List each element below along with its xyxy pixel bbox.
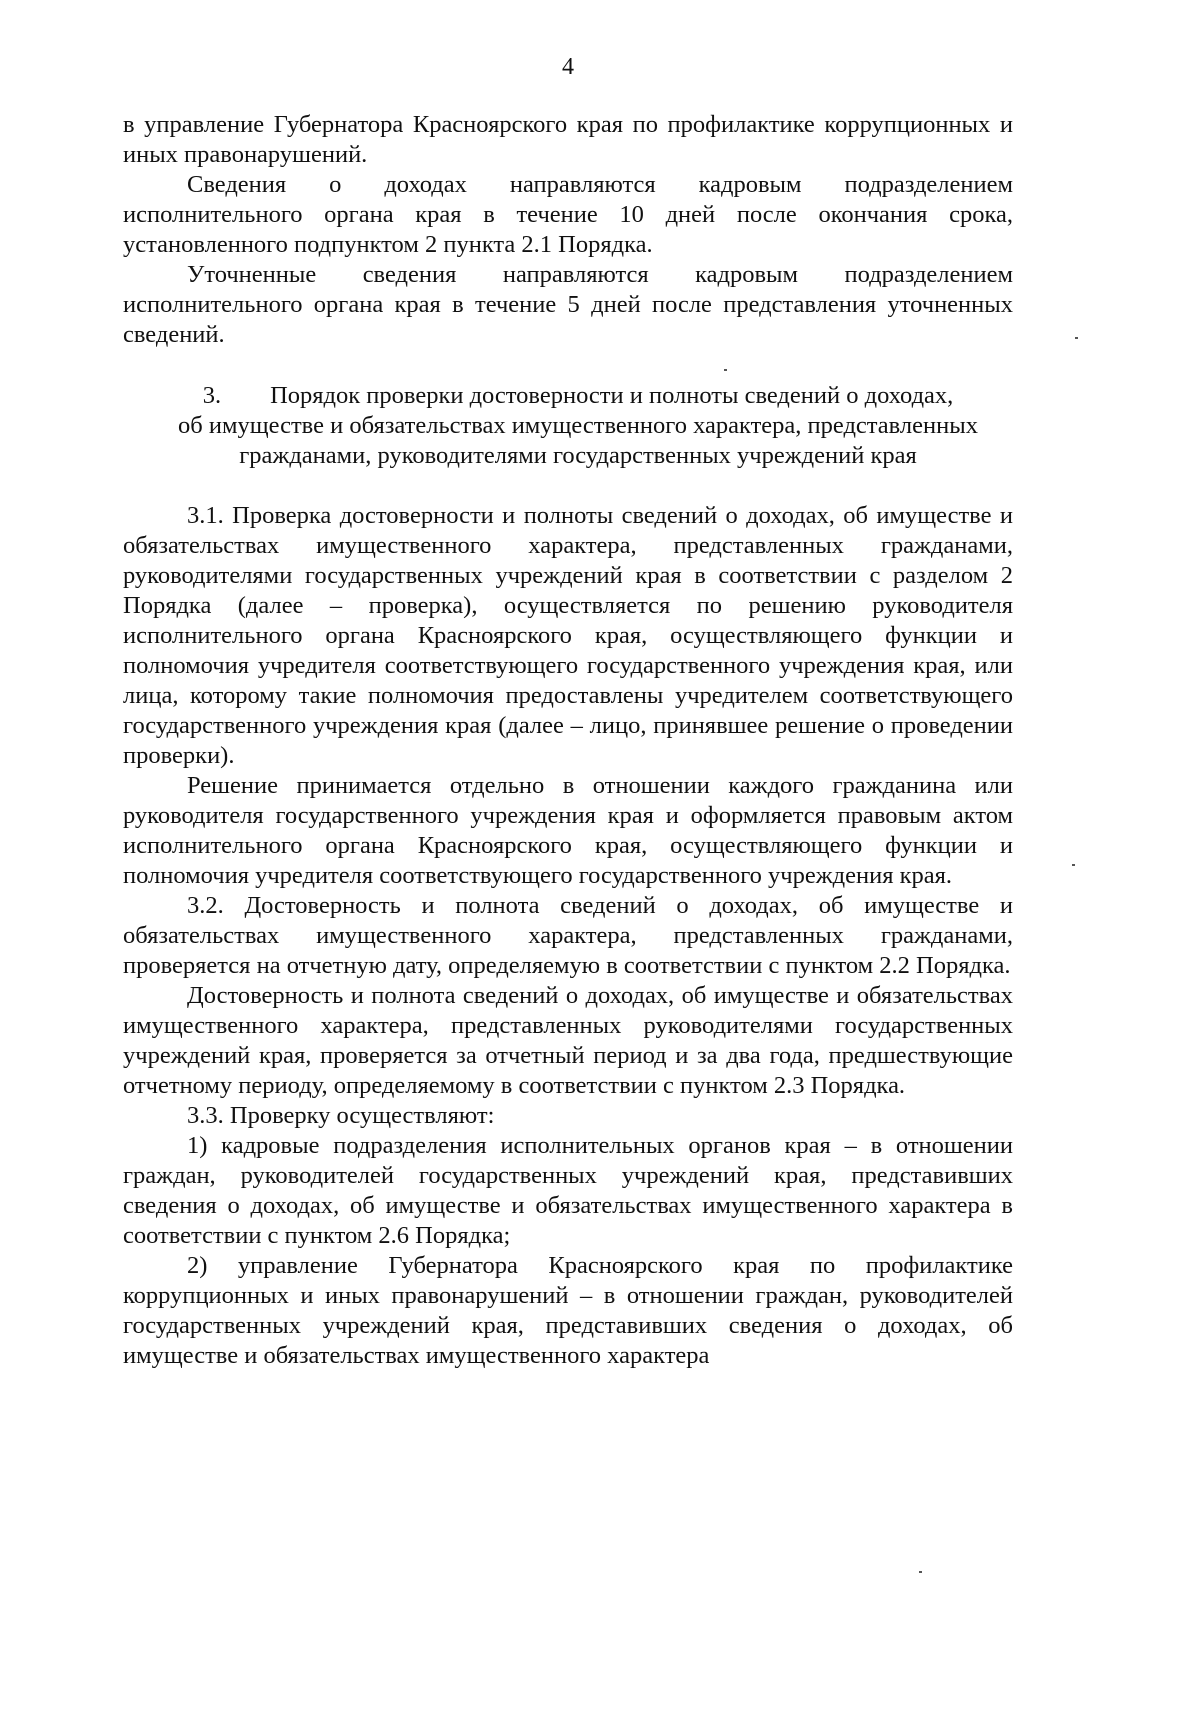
paragraph-income-info-deadline: Сведения о доходах направляются кадровым подразделением исполнительного органа края в течение 10 дней после окончания срока, установленного подпунктом 2 пункта 2.1 Порядка. <box>123 171 1013 258</box>
scan-speck <box>724 369 727 371</box>
scan-speck <box>1072 864 1075 866</box>
list-item-2: 2) управление Губернатора Красноярского края по профилактике коррупционных и иных правонарушений – в отношении граждан, руководителей государственных учреждений края, представивших сведения о доходах, об имуществе и обязательствах имущественного характера <box>123 1252 1013 1369</box>
paragraph-reliability-heads: Достоверность и полнота сведений о доходах, об имуществе и обязательствах имущественного характера, представленных руководителями государственных учреждений края, проверяется за отчетный период и за два года, предшествующие отчетному периоду, определяемому в соответствии с пунктом 2.3 Порядка. <box>123 982 1013 1099</box>
section-heading <box>123 381 1013 471</box>
list-item-1: 1) кадровые подразделения исполнительных органов края – в отношении граждан, руководителей государственных учреждений края, представивших сведения о доходах, об имуществе и обязательствах имущественного характера в соответствии с пунктом 2.6 Порядка; <box>123 1132 1013 1249</box>
paragraph-updated-info-deadline: Уточненные сведения направляются кадровым подразделением исполнительного органа края в течение 5 дней после представления уточненных сведений. <box>123 261 1013 348</box>
section-heading-line-1: 3. Порядок проверки достоверности и полноты сведений о доходах, <box>202 382 954 409</box>
paragraph-decision: Решение принимается отдельно в отношении каждого гражданина или руководителя государственного учреждения края и оформляется правовым актом исполнительного органа Красноярского края, осуществляющего функции и полномочия учредителя соответствующего государственного учреждения края. <box>123 772 1013 889</box>
section-heading-line-2: об имуществе и обязательствах имущественного характера, представленных <box>178 412 978 439</box>
paragraph-3-1: 3.1. Проверка достоверности и полноты сведений о доходах, об имуществе и обязательствах имущественного характера, представленных гражданами, руководителями государственных учреждений края в соответствии с разделом 2 Порядка (далее – проверка), осуществляется по решению руководителя исполнительного органа Красноярского края, осуществляющего функции и полномочия учредителя соответствующего государственного учреждения края, или лица, которому такие полномочия предоставлены учредителем соответствующего государственного учреждения края (далее – лицо, принявшее решение о проведении проверки). <box>123 502 1013 769</box>
page-number: 4 <box>562 54 574 80</box>
scan-speck <box>1075 337 1078 339</box>
section-heading-line-3: гражданами, руководителями государственных учреждений края <box>239 442 917 469</box>
scan-speck <box>919 1571 922 1573</box>
paragraph-3-2: 3.2. Достоверность и полнота сведений о доходах, об имуществе и обязательствах имущественного характера, представленных гражданами, проверяется на отчетную дату, определяемую в соответствии с пунктом 2.2 Порядка. <box>123 892 1013 979</box>
paragraph-3-3: 3.3. Проверку осуществляют: <box>187 1102 495 1129</box>
paragraph-continuation: в управление Губернатора Красноярского края по профилактике коррупционных и иных правонарушений. <box>123 111 1013 168</box>
document-body <box>123 110 1013 1371</box>
